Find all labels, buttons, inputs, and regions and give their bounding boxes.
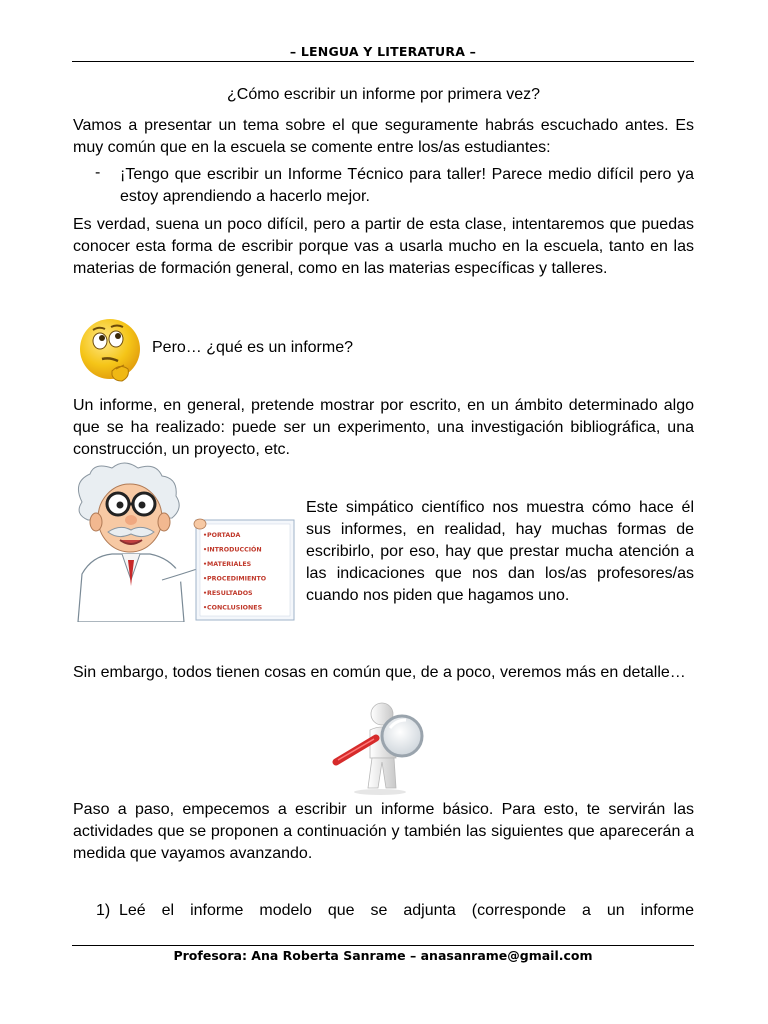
footer-rule (72, 945, 694, 946)
intro-paragraph: Vamos a presentar un tema sobre el que seguramente habrás escuchado antes. Es muy común que en la escuela se comente entre los/as estudiantes: (73, 117, 694, 156)
item-1-number: 1) (96, 902, 111, 919)
sheet-item: •PORTADA (203, 532, 241, 539)
sheet-item: •MATERIALES (203, 561, 252, 568)
paragraph-4: Paso a paso, empecemos a escribir un informe básico. Para esto, te servirán las actividades que se proponen a continuación y también las siguientes que aparecerán a medida que vayamos avanzando. (73, 801, 694, 862)
scientist-illustration (72, 462, 298, 622)
definition-paragraph: Un informe, en general, pretende mostrar por escrito, en un ámbito determinado algo que se ha realizado: puede ser un experimento, una investigación bibliográfica, una construcción, un proyecto, etc. (73, 397, 694, 458)
magnifier-figure-icon (330, 700, 430, 796)
item-1-text: Leé el informe modelo que se adjunta (corresponde a un informe (119, 902, 694, 919)
sheet-item: •CONCLUSIONES (203, 604, 263, 612)
paragraph-3: Sin embargo, todos tienen cosas en común que, de a poco, veremos más en detalle… (73, 664, 686, 681)
question-heading: Pero… ¿qué es un informe? (152, 339, 353, 356)
quote-text: ¡Tengo que escribir un Informe Técnico para taller! Parece medio difícil pero ya estoy aprendiendo a hacerlo mejor. (120, 166, 694, 205)
header-rule (72, 61, 694, 62)
sheet-item: •INTRODUCCIÓN (203, 546, 262, 554)
paragraph-2: Es verdad, suena un poco difícil, pero a partir de esta clase, intentaremos que puedas conocer esta forma de escribir porque vas a usarla mucho en la escuela, tanto en las materias de formación general, como en las materias específicas y talleres. (73, 216, 694, 277)
page-footer: Profesora: Ana Roberta Sanrame – anasanrame@gmail.com (173, 948, 593, 963)
page-header: – LENGUA Y LITERATURA – (289, 44, 477, 59)
scientist-paragraph: Este simpático científico nos muestra cómo hace él sus informes, en realidad, hay muchas formas de escribirlo, por eso, hay que prestar mucha atención a las indicaciones que nos dan los/as profesores/as cuando nos piden que hagamos uno. (306, 499, 694, 604)
quote-dash: - (95, 164, 101, 181)
document-title: ¿Cómo escribir un informe por primera vez? (227, 86, 540, 103)
thinking-emoji-icon (76, 317, 142, 385)
sheet-item: •RESULTADOS (203, 590, 253, 597)
sheet-item: •PROCEDIMIENTO (203, 575, 267, 583)
